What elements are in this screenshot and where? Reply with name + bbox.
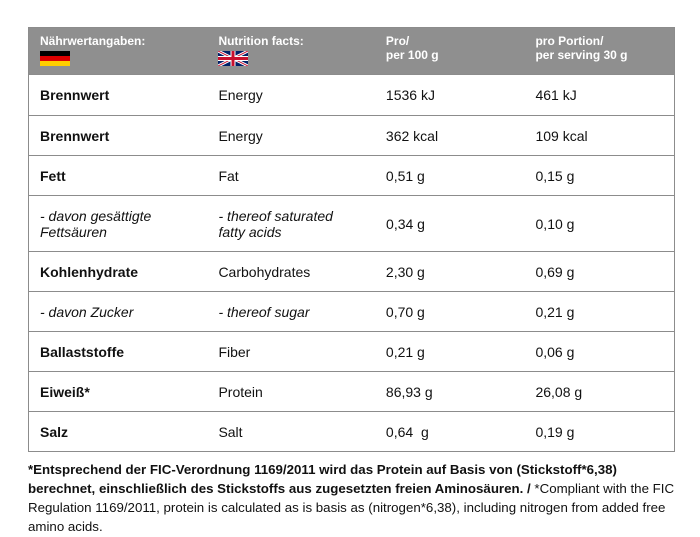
row-label-en: Protein [218, 383, 263, 400]
header-per-serving-line1: pro Portion/ [535, 34, 604, 48]
row-label-en: Energy [218, 87, 263, 103]
table-row [29, 155, 674, 195]
row-value-serving: 461 kJ [535, 87, 577, 103]
row-value-per100: 0,70 g [385, 303, 425, 320]
row-value-per100: 1536 kJ [385, 87, 435, 103]
table-row [29, 75, 674, 115]
footnote [28, 460, 678, 536]
row-label-en: Carbohydrates [218, 263, 311, 280]
row-value-serving: 0,69 g [535, 263, 575, 280]
header-german [29, 28, 207, 74]
row-label-de: Fett [40, 167, 66, 184]
row-label-en: - thereof sugar [218, 303, 310, 320]
row-value-serving: 109 kcal [535, 127, 588, 144]
row-label-de: Salz [40, 423, 69, 440]
row-label-en: Salt [218, 423, 243, 440]
row-label-de: - davon gesättigte Fettsäuren [40, 207, 152, 240]
row-label-en: Energy [218, 127, 263, 144]
table-row [29, 115, 674, 155]
row-label-de: - davon Zucker [40, 303, 134, 320]
row-label-de: Eiweiß* [40, 383, 90, 400]
uk-flag-icon [218, 51, 248, 66]
header-english [207, 28, 375, 74]
row-value-per100: 2,30 g [385, 263, 425, 280]
table-row [29, 291, 674, 331]
row-value-per100: 0,34 g [386, 215, 425, 232]
row-value-serving: 26,08 g [535, 383, 583, 400]
row-value-serving: 0,15 g [535, 167, 575, 184]
footnote-german: *Entsprechend der FIC-Verordnung 1169/2011 wird das Protein auf Basis von (Stickstoff*6,38) berechnet, einschließlich des Stickstoffs aus zugesetzten freien Aminosäuren. / [28, 462, 617, 496]
header-per-100g [376, 28, 526, 74]
row-label-de: Brennwert [40, 87, 110, 103]
row-value-per100: 0,21 g [385, 343, 425, 360]
row-value-serving: 0,10 g [535, 215, 575, 232]
row-value-per100: 86,93 g [385, 383, 433, 400]
row-value-per100: 362 kcal [385, 127, 439, 144]
row-label-en: - thereof saturated fatty acids [218, 207, 333, 240]
nutrition-table [28, 27, 675, 452]
row-label-de: Brennwert [40, 127, 110, 144]
table-header [29, 28, 674, 75]
row-label-en: Fat [218, 167, 239, 184]
header-per-100g-line2: per 100 g [385, 48, 439, 62]
row-label-de: Kohlenhydrate [40, 263, 139, 280]
header-german-label: Nährwertangaben: [40, 34, 146, 48]
row-value-per100: 0,64 g [385, 423, 429, 440]
table-row [29, 195, 674, 251]
header-per-100g-line1: Pro/ [385, 34, 410, 48]
german-flag-icon [40, 51, 70, 66]
row-label-en: Fiber [218, 343, 251, 360]
table-row [29, 371, 674, 411]
table-row [29, 411, 674, 451]
table-row [29, 331, 674, 371]
header-per-serving [525, 28, 674, 74]
header-per-serving-line2: per serving 30 g [535, 48, 628, 62]
table-row [29, 251, 674, 291]
header-english-label: Nutrition facts: [218, 34, 304, 48]
row-value-per100: 0,51 g [385, 167, 425, 184]
row-value-serving: 0,19 g [535, 423, 575, 440]
footnote-english: *Compliant with the FIC Regulation 1169/2011, protein is calculated as is basis as (nitrogen*6,38), including nitrogen from added free amino acids. [28, 481, 675, 534]
row-label-de: Ballaststoffe [40, 343, 125, 360]
row-value-serving: 0,21 g [535, 303, 575, 320]
row-value-serving: 0,06 g [535, 343, 575, 360]
